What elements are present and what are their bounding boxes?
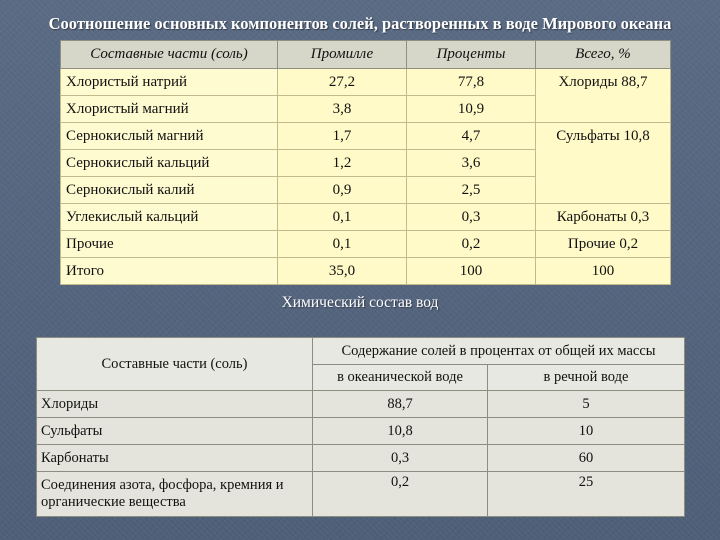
total-all: 100 bbox=[536, 258, 671, 285]
page-title: Соотношение основных компонентов солей, растворенных в воде Мирового океана bbox=[48, 14, 672, 33]
row-ocean: 0,2 bbox=[313, 472, 488, 517]
header-ocean-water: в океанической воде bbox=[313, 365, 488, 391]
header-components: Составные части (соль) bbox=[61, 41, 278, 69]
row-river: 25 bbox=[488, 472, 685, 517]
row-percent: 3,6 bbox=[407, 150, 536, 177]
row-name: Сернокислый калий bbox=[61, 177, 278, 204]
header-permille: Промилле bbox=[278, 41, 407, 69]
row-permille: 35,0 bbox=[278, 258, 407, 285]
header-total: Всего, % bbox=[536, 41, 671, 69]
row-name: Сернокислый кальций bbox=[61, 150, 278, 177]
table-row bbox=[61, 231, 671, 258]
table-row bbox=[61, 123, 671, 150]
row-permille: 1,7 bbox=[278, 123, 407, 150]
table-row bbox=[37, 391, 685, 418]
row-percent: 77,8 bbox=[407, 69, 536, 96]
row-name: Сульфаты bbox=[37, 418, 313, 445]
water-composition-table bbox=[36, 337, 685, 517]
row-ocean: 10,8 bbox=[313, 418, 488, 445]
table-row bbox=[61, 204, 671, 231]
row-name: Сернокислый магний bbox=[61, 123, 278, 150]
table-row-total bbox=[61, 258, 671, 285]
row-name: Карбонаты bbox=[37, 445, 313, 472]
row-name: Хлористый магний bbox=[61, 96, 278, 123]
row-name: Соединения азота, фосфора, кремния и органические вещества bbox=[37, 472, 313, 517]
header-percent: Проценты bbox=[407, 41, 536, 69]
total-other: Прочие 0,2 bbox=[536, 231, 671, 258]
row-river: 10 bbox=[488, 418, 685, 445]
row-percent: 0,2 bbox=[407, 231, 536, 258]
row-permille: 0,1 bbox=[278, 231, 407, 258]
salt-components-table bbox=[60, 40, 671, 285]
row-name: Итого bbox=[61, 258, 278, 285]
total-chlorides: Хлориды 88,7 bbox=[536, 69, 671, 123]
row-ocean: 0,3 bbox=[313, 445, 488, 472]
row-ocean: 88,7 bbox=[313, 391, 488, 418]
table-row bbox=[37, 472, 685, 517]
header-components: Составные части (соль) bbox=[37, 338, 313, 391]
total-carbonates: Карбонаты 0,3 bbox=[536, 204, 671, 231]
section-subtitle: Химический состав вод bbox=[281, 294, 439, 311]
row-name: Хлористый натрий bbox=[61, 69, 278, 96]
row-permille: 0,1 bbox=[278, 204, 407, 231]
row-name: Углекислый кальций bbox=[61, 204, 278, 231]
row-permille: 0,9 bbox=[278, 177, 407, 204]
table-row bbox=[37, 445, 685, 472]
table-row bbox=[37, 418, 685, 445]
total-sulfates: Сульфаты 10,8 bbox=[536, 123, 671, 204]
row-name: Прочие bbox=[61, 231, 278, 258]
table-header-row bbox=[37, 338, 685, 365]
row-percent: 10,9 bbox=[407, 96, 536, 123]
table-row bbox=[61, 69, 671, 96]
row-permille: 1,2 bbox=[278, 150, 407, 177]
row-river: 5 bbox=[488, 391, 685, 418]
row-river: 60 bbox=[488, 445, 685, 472]
header-river-water: в речной воде bbox=[488, 365, 685, 391]
row-percent: 2,5 bbox=[407, 177, 536, 204]
header-salt-content: Содержание солей в процентах от общей их массы bbox=[313, 338, 685, 365]
row-permille: 27,2 bbox=[278, 69, 407, 96]
row-percent: 100 bbox=[407, 258, 536, 285]
row-percent: 4,7 bbox=[407, 123, 536, 150]
row-percent: 0,3 bbox=[407, 204, 536, 231]
row-permille: 3,8 bbox=[278, 96, 407, 123]
table-header-row bbox=[61, 41, 671, 69]
row-name: Хлориды bbox=[37, 391, 313, 418]
